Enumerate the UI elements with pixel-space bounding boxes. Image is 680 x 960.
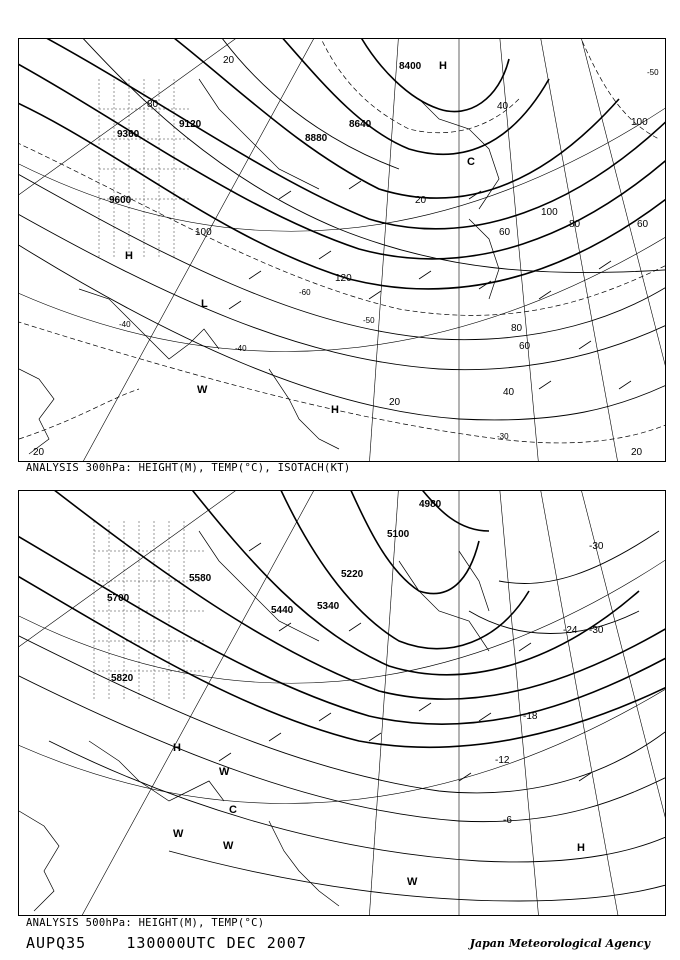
isotach-label: 20: [631, 447, 643, 458]
chart-identifier: [26, 934, 307, 952]
height-contours: [19, 39, 665, 289]
height-label: 5100: [387, 529, 410, 540]
isotach-label: 60: [637, 219, 649, 230]
temp-label: -40: [235, 344, 247, 353]
temp-label: -30: [589, 541, 604, 552]
isotach-label: 20: [33, 447, 45, 458]
height-label: 5700: [107, 593, 130, 604]
isotach-label: 40: [503, 387, 515, 398]
pressure-center-marker: L: [201, 298, 208, 310]
temp-label: -50: [647, 68, 659, 77]
isotach-label: 40: [497, 101, 509, 112]
chart-code-label: AUPQ35: [26, 934, 87, 952]
height-contours: [19, 491, 665, 747]
temp-label-group: [495, 541, 604, 826]
temp-isotherms: [19, 39, 665, 443]
pressure-center-marker: C: [229, 804, 237, 816]
pressure-center-marker: W: [223, 840, 234, 852]
isotach-label: 60: [499, 227, 511, 238]
pressure-center-marker: H: [125, 250, 133, 262]
pressure-center-group: [125, 60, 475, 416]
upper-air-300hpa-map: [18, 38, 666, 462]
isotach-label: 100: [631, 117, 648, 128]
height-label: 9360: [117, 129, 140, 140]
temp-label: -40: [119, 320, 131, 329]
height-label-group: [109, 61, 422, 206]
temp-label: -18: [523, 711, 538, 722]
pressure-center-marker: C: [467, 156, 475, 168]
temp-label: -30: [589, 625, 604, 636]
coastlines: [19, 79, 499, 454]
isotach-label: 20: [223, 55, 235, 66]
map-500hpa-canvas: [19, 491, 665, 915]
isotach-label: 60: [519, 341, 531, 352]
temp-label: -50: [363, 316, 375, 325]
height-label: 8640: [349, 119, 372, 130]
isotach-label: 80: [569, 219, 581, 230]
agency-credit: Japan Meteorological Agency: [469, 937, 650, 950]
temp-isotherms: [19, 531, 665, 901]
isotach-label: 20: [389, 397, 401, 408]
isotach-label: 100: [195, 227, 212, 238]
height-label: 4980: [419, 499, 442, 510]
pressure-center-marker: W: [197, 384, 208, 396]
height-label: 5340: [317, 601, 340, 612]
valid-time-label: 130000UTC DEC 2007: [126, 934, 307, 952]
pressure-center-marker: H: [439, 60, 447, 72]
height-label: 9600: [109, 195, 132, 206]
height-label: 8400: [399, 61, 422, 72]
height-label: 5820: [111, 673, 134, 684]
map-300hpa-caption: ANALYSIS 300hPa: HEIGHT(M), TEMP(°C), ISOTACH(KT): [26, 462, 351, 474]
pressure-center-marker: H: [577, 842, 585, 854]
pressure-center-marker: H: [331, 404, 339, 416]
isotach-label: 120: [335, 273, 352, 284]
isotach-label: 100: [541, 207, 558, 218]
temp-label: -24: [563, 625, 578, 636]
pressure-center-marker: W: [407, 876, 418, 888]
temp-label: -30: [497, 432, 509, 441]
height-label: 8880: [305, 133, 328, 144]
pressure-center-group: [173, 742, 585, 888]
pressure-center-marker: W: [173, 828, 184, 840]
pressure-center-marker: W: [219, 766, 230, 778]
lat-lon-grid: [19, 491, 665, 915]
height-label: 5580: [189, 573, 212, 584]
isotach-label: 80: [511, 323, 523, 334]
upper-air-500hpa-map: [18, 490, 666, 916]
height-label: 9120: [179, 119, 202, 130]
temp-label: -12: [495, 755, 510, 766]
map-300hpa-canvas: [19, 39, 665, 461]
isotach-label: 80: [147, 99, 159, 110]
temp-label: -6: [503, 815, 512, 826]
isotach-label: 20: [415, 195, 427, 206]
height-label: 5440: [271, 605, 294, 616]
hatched-region: [99, 79, 189, 259]
height-label: 5220: [341, 569, 364, 580]
temp-label: -60: [299, 288, 311, 297]
pressure-center-marker: H: [173, 742, 181, 754]
map-500hpa-caption: ANALYSIS 500hPa: HEIGHT(M), TEMP(°C): [26, 917, 265, 929]
coastlines: [19, 531, 489, 911]
